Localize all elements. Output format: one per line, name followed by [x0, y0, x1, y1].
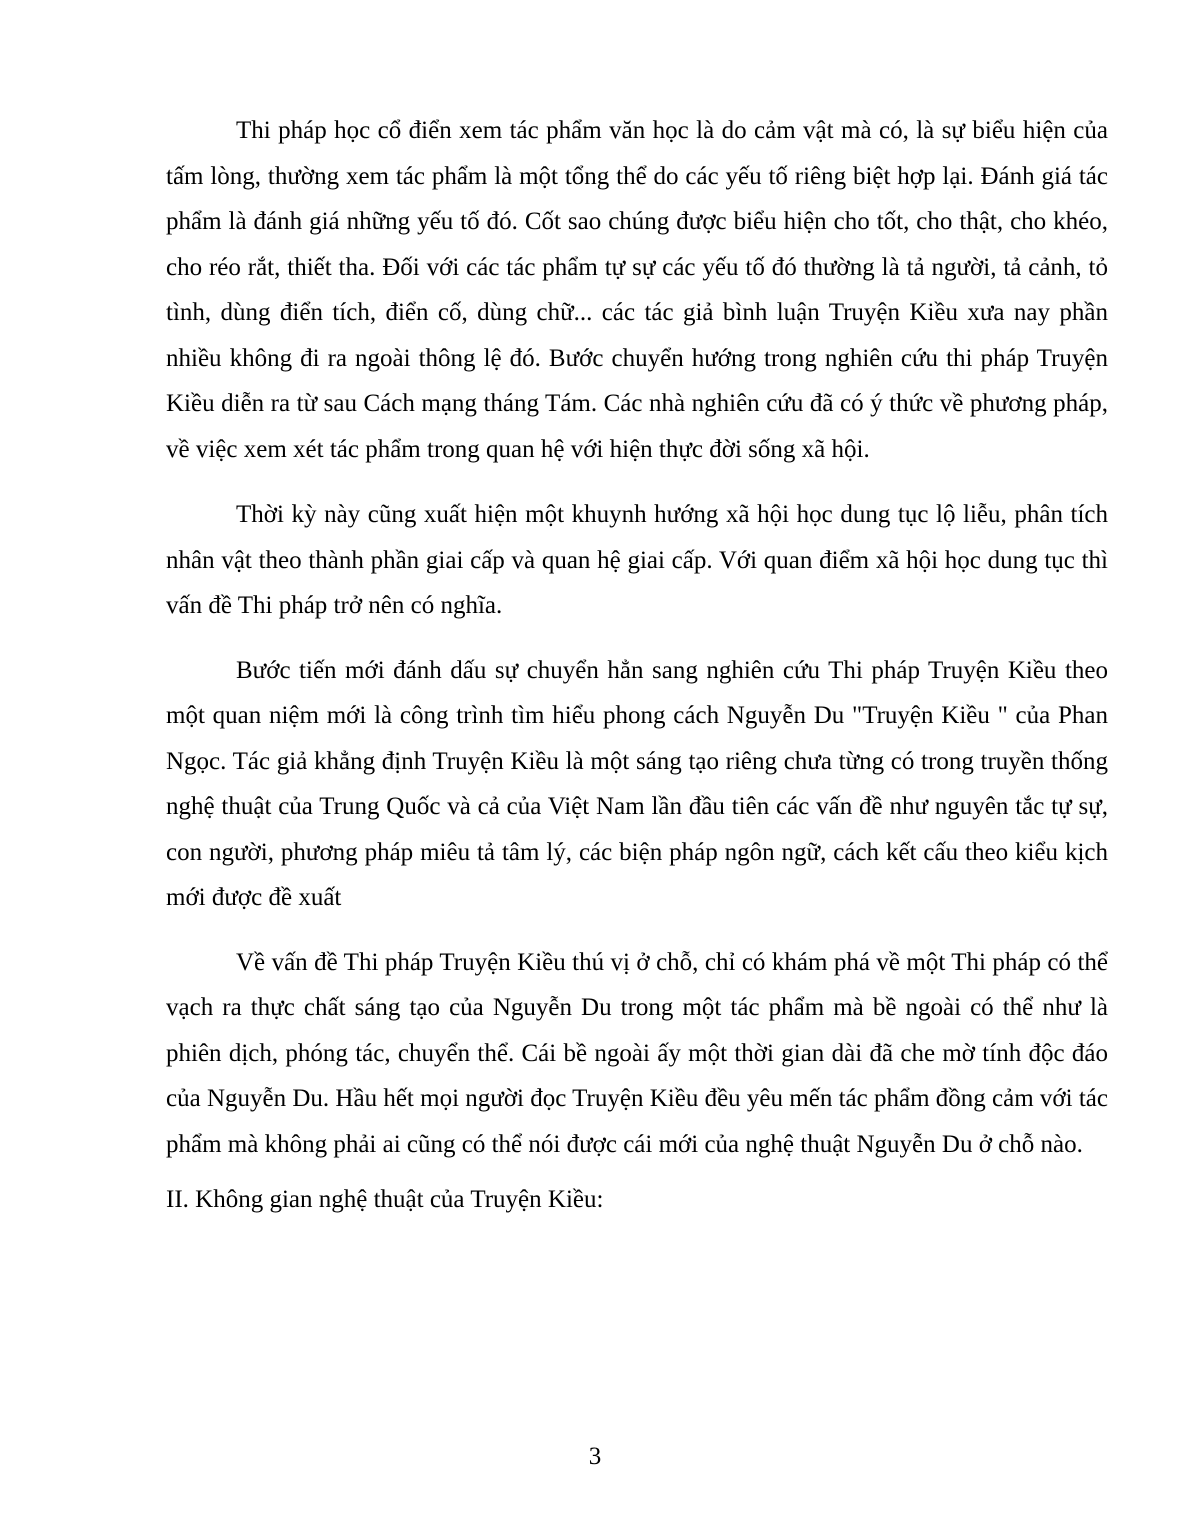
paragraph-classical-poetics: Thi pháp học cổ điển xem tác phẩm văn học là do cảm vật mà có, là sự biểu hiện của tấm lòng, thường xem tác phẩm là một tổng thể do các yếu tố riêng biệt hợp lại. Đánh giá tác phẩm là đánh giá những yếu tố đó. Cốt sao chúng được biểu hiện cho tốt, cho thật, cho khéo, cho réo rắt, thiết tha. Đối với các tác phẩm tự sự các yếu tố đó thường là tả người, tả cảnh, tỏ tình, dùng điển tích, điển cố, dùng chữ... các tác giả bình luận Truyện Kiều xưa nay phần nhiều không đi ra ngoài thông lệ đó. Bước chuyển hướng trong nghiên cứu thi pháp Truyện Kiều diễn ra từ sau Cách mạng tháng Tám. Các nhà nghiên cứu đã có ý thức về phương pháp, về việc xem xét tác phẩm trong quan hệ với hiện thực đời sống xã hội.: [166, 117, 1108, 463]
page-number: 3: [588, 1443, 602, 1470]
paragraph-poetics-discovery: Về vấn đề Thi pháp Truyện Kiều thú vị ở chỗ, chỉ có khám phá về một Thi pháp có thể vạch ra thực chất sáng tạo của Nguyễn Du trong một tác phẩm mà bề ngoài có thể như là phiên dịch, phóng tác, chuyển thể. Cái bề ngoài ấy một thời gian dài đã che mờ tính độc đáo của Nguyễn Du. Hầu hết mọi người đọc Truyện Kiều đều yêu mến tác phẩm đồng cảm với tác phẩm mà không phải ai cũng có thể nói được cái mới của nghệ thuật Nguyễn Du ở chỗ nào.: [166, 948, 1108, 1158]
paragraph-vulgar-sociology: Thời kỳ này cũng xuất hiện một khuynh hướng xã hội học dung tục lộ liễu, phân tích nhân vật theo thành phần giai cấp và quan hệ giai cấp. Với quan điểm xã hội học dung tục thì vấn đề Thi pháp trở nên có nghĩa.: [166, 501, 1108, 619]
section-heading: II. Không gian nghệ thuật của Truyện Kiều:: [166, 1186, 604, 1213]
paragraph-phan-ngoc-study: Bước tiến mới đánh dấu sự chuyển hẳn sang nghiên cứu Thi pháp Truyện Kiều theo một quan niệm mới là công trình tìm hiểu phong cách Nguyễn Du "Truyện Kiều " của Phan Ngọc. Tác giả khẳng định Truyện Kiều là một sáng tạo riêng chưa từng có trong truyền thống nghệ thuật của Trung Quốc và cả của Việt Nam lần đầu tiên các vấn đề như nguyên tắc tự sự, con người, phương pháp miêu tả tâm lý, các biện pháp ngôn ngữ, cách kết cấu theo kiểu kịch mới được đề xuất: [166, 656, 1108, 911]
document-page: [166, 108, 1108, 1223]
